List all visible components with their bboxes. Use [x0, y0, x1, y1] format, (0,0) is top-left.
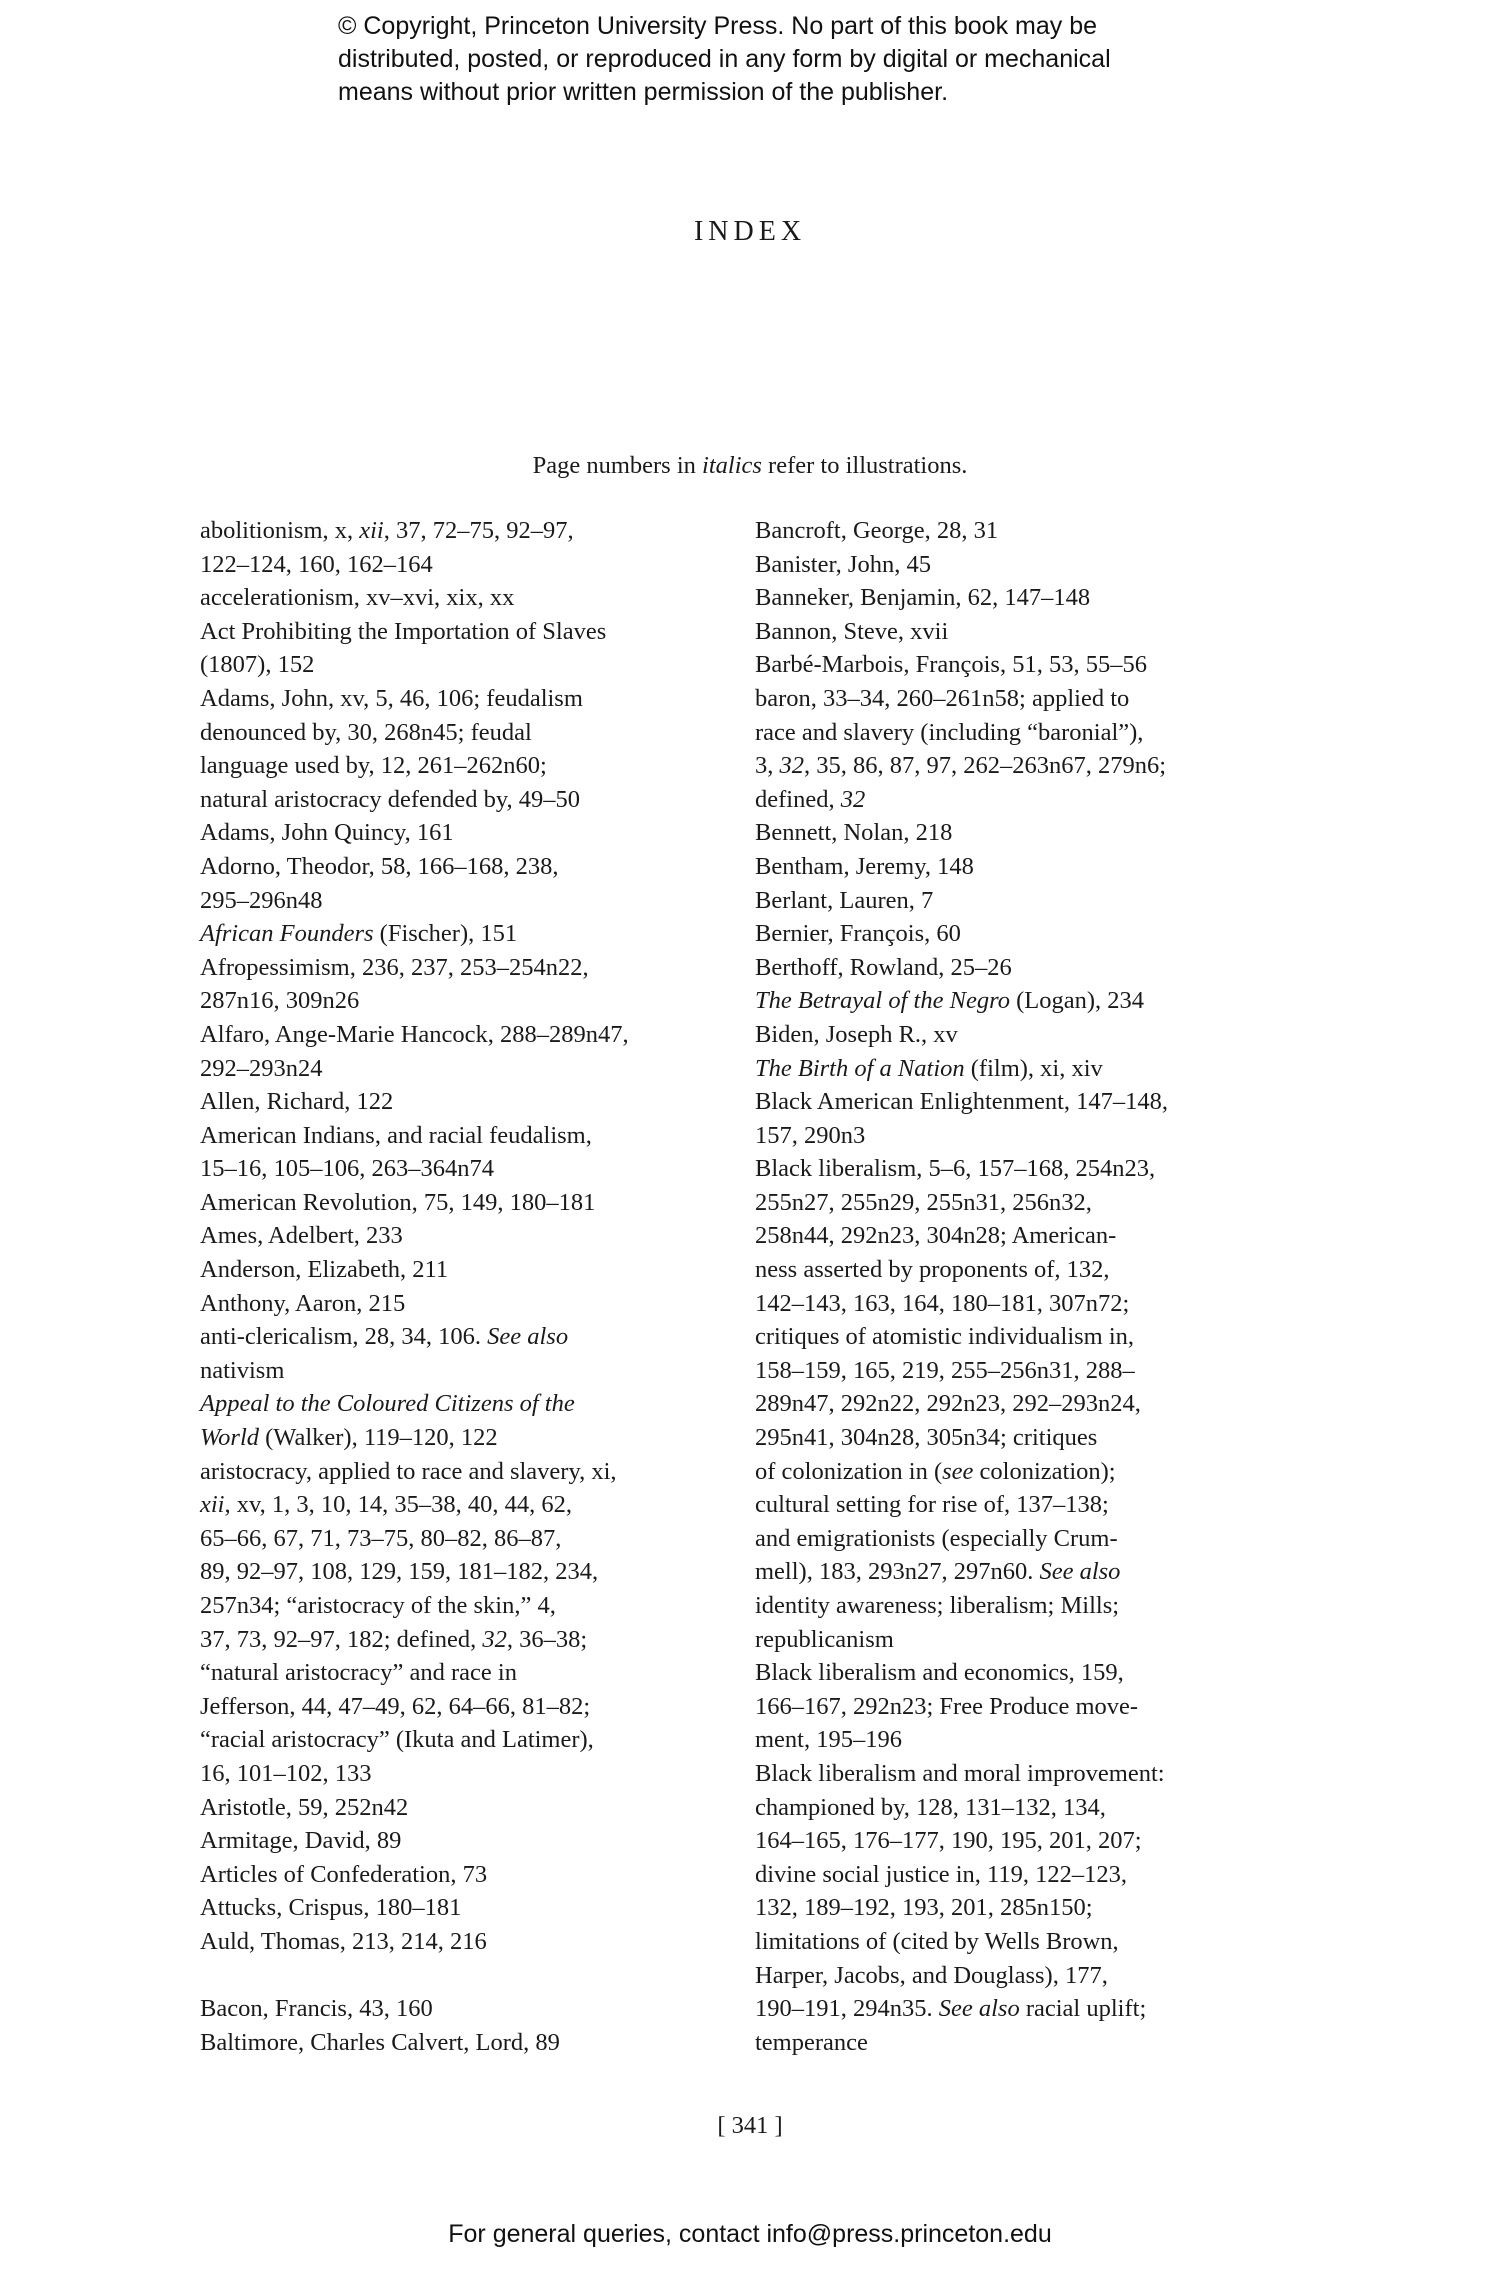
index-entry-line: (1807), 152	[200, 651, 315, 679]
copyright-line: means without prior written permission of the publisher.	[338, 78, 949, 106]
index-entry-line: nativism	[200, 1356, 285, 1384]
index-entry-line: defined, 32	[755, 785, 866, 813]
index-entry-line: 289n47, 292n22, 292n23, 292–293n24,	[755, 1390, 1141, 1418]
index-entry-line: Jefferson, 44, 47–49, 62, 64–66, 81–82;	[200, 1692, 591, 1720]
index-entry-line: ment, 195–196	[755, 1726, 902, 1754]
index-entry	[755, 682, 1300, 816]
index-entry-line: denounced by, 30, 268n45; feudal	[200, 718, 532, 746]
index-entry	[200, 1455, 745, 1791]
index-entry-line: African Founders (Fischer), 151	[200, 920, 518, 948]
index-entry	[200, 581, 745, 615]
index-entry-line: Baltimore, Charles Calvert, Lord, 89	[200, 2028, 560, 2056]
index-entry	[755, 917, 1300, 951]
index-entry-line: Aristotle, 59, 252n42	[200, 1793, 409, 1821]
index-entry-line: 15–16, 105–106, 263–364n74	[200, 1155, 494, 1183]
index-entry-line: 255n27, 255n29, 255n31, 256n32,	[755, 1188, 1092, 1216]
index-entry	[200, 1219, 745, 1253]
index-entry-line: Ames, Adelbert, 233	[200, 1222, 403, 1250]
index-entry-line: Adams, John Quincy, 161	[200, 819, 454, 847]
index-entry	[200, 850, 745, 917]
index-entry-line: Barbé-Marbois, François, 51, 53, 55–56	[755, 651, 1147, 679]
index-entry-line: 166–167, 292n23; Free Produce move-	[755, 1692, 1139, 1720]
index-entry-line: divine social justice in, 119, 122–123,	[755, 1860, 1127, 1888]
index-entry-line: Adams, John, xv, 5, 46, 106; feudalism	[200, 684, 583, 712]
index-entry-line: 257n34; “aristocracy of the skin,” 4,	[200, 1592, 556, 1619]
index-entry	[755, 1018, 1300, 1052]
copyright-notice	[338, 10, 1238, 109]
index-entry-line: 3, 32, 35, 86, 87, 97, 262–263n67, 279n6;	[755, 752, 1167, 780]
index-entry-line: Bancroft, George, 28, 31	[755, 517, 999, 544]
index-entry-line: 132, 189–192, 193, 201, 285n150;	[755, 1894, 1093, 1922]
index-entry-line: Appeal to the Coloured Citizens of the	[200, 1390, 575, 1418]
index-entry	[200, 816, 745, 850]
footer-contact: For general queries, contact info@press.princeton.edu	[448, 2220, 1052, 2248]
index-entry	[200, 1791, 745, 1825]
index-entry	[755, 984, 1300, 1018]
index-entry-line: Black American Enlightenment, 147–148,	[755, 1088, 1169, 1116]
index-entry-line: Berthoff, Rowland, 25–26	[755, 953, 1012, 981]
index-entry-line: Bennett, Nolan, 218	[755, 819, 953, 847]
index-entry	[200, 1992, 745, 2026]
index-entry-line: The Birth of a Nation (film), xi, xiv	[755, 1054, 1103, 1082]
index-entry-line: World (Walker), 119–120, 122	[200, 1424, 498, 1452]
index-entry-line: championed by, 128, 131–132, 134,	[755, 1793, 1106, 1821]
index-entry-line: 190–191, 294n35. See also racial uplift;	[755, 1995, 1147, 2023]
index-entry-line: Adorno, Theodor, 58, 166–168, 238,	[200, 852, 559, 880]
index-entry-line: Harper, Jacobs, and Douglass), 177,	[755, 1961, 1108, 1989]
index-entry-line: Bannon, Steve, xvii	[755, 617, 949, 645]
index-entry	[200, 1119, 745, 1186]
index-entry	[755, 1052, 1300, 1086]
index-entry-line: mell), 183, 293n27, 297n60. See also	[755, 1558, 1121, 1586]
index-entry-line: American Indians, and racial feudalism,	[200, 1121, 592, 1149]
index-entry	[755, 1152, 1300, 1656]
index-entry-line: Armitage, David, 89	[200, 1827, 402, 1855]
index-letter-gap	[200, 1959, 745, 1993]
index-entry	[755, 1757, 1300, 2059]
index-entry	[200, 917, 745, 951]
index-entry-line: Banister, John, 45	[755, 550, 931, 578]
index-entry	[755, 850, 1300, 884]
index-entry-line: accelerationism, xv–xvi, xix, xx	[200, 584, 515, 612]
index-entry-line: Auld, Thomas, 213, 214, 216	[200, 1927, 487, 1955]
index-entry-line: language used by, 12, 261–262n60;	[200, 752, 547, 780]
index-entry-line: identity awareness; liberalism; Mills;	[755, 1592, 1120, 1619]
index-entry-line: 295n41, 304n28, 305n34; critiques	[755, 1424, 1098, 1452]
index-entry	[200, 615, 745, 682]
index-entry	[755, 951, 1300, 985]
index-entry	[200, 514, 745, 581]
index-note-text: Page numbers in	[532, 452, 703, 479]
index-entry-line: 142–143, 163, 164, 180–181, 307n72;	[755, 1289, 1130, 1317]
index-entry	[200, 951, 745, 1018]
index-entry-line: and emigrationists (especially Crum-	[755, 1524, 1118, 1552]
index-entry-line: 37, 73, 92–97, 182; defined, 32, 36–38;	[200, 1625, 588, 1653]
index-entry-line: Berlant, Lauren, 7	[755, 886, 934, 914]
index-entry	[755, 548, 1300, 582]
index-entry-line: critiques of atomistic individualism in,	[755, 1323, 1135, 1351]
index-entry	[200, 2026, 745, 2060]
index-entry	[200, 1253, 745, 1287]
index-entry-line: Biden, Joseph R., xv	[755, 1020, 958, 1048]
index-entry	[755, 615, 1300, 649]
index-entry-line: limitations of (cited by Wells Brown,	[755, 1927, 1119, 1955]
index-entry-line: of colonization in (see colonization);	[755, 1457, 1116, 1485]
index-entry	[755, 581, 1300, 615]
index-entry-line: natural aristocracy defended by, 49–50	[200, 785, 581, 813]
page-title: INDEX	[693, 216, 807, 247]
index-note	[0, 452, 1500, 480]
index-entry	[200, 1287, 745, 1321]
index-entry-line: Banneker, Benjamin, 62, 147–148	[755, 584, 1091, 612]
index-entry	[755, 1656, 1300, 1757]
index-entry-line: The Betrayal of the Negro (Logan), 234	[755, 987, 1144, 1015]
index-entry	[200, 1858, 745, 1892]
copyright-line: © Copyright, Princeton University Press. No part of this book may be	[338, 12, 1098, 40]
index-entry	[200, 1320, 745, 1387]
index-entry-line: 292–293n24	[200, 1054, 323, 1082]
index-entry-line: anti-clericalism, 28, 34, 106. See also	[200, 1323, 569, 1351]
index-entry-line: abolitionism, x, xii, 37, 72–75, 92–97,	[200, 517, 574, 544]
index-entry-line: xii, xv, 1, 3, 10, 14, 35–38, 40, 44, 62,	[200, 1491, 573, 1519]
index-entry-line: Allen, Richard, 122	[200, 1088, 394, 1116]
index-entry	[755, 884, 1300, 918]
index-entry-line: Articles of Confederation, 73	[200, 1860, 488, 1888]
index-entry-line: republicanism	[755, 1625, 894, 1653]
index-entry	[200, 1925, 745, 1959]
index-entry-line: “racial aristocracy” (Ikuta and Latimer),	[200, 1726, 594, 1754]
index-entry	[200, 1085, 745, 1119]
index-entry-line: baron, 33–34, 260–261n58; applied to	[755, 684, 1130, 712]
index-column-right	[755, 514, 1300, 2059]
index-entry-line: Black liberalism and economics, 159,	[755, 1659, 1124, 1687]
index-entry-line: Bacon, Francis, 43, 160	[200, 1995, 433, 2023]
index-entry	[755, 648, 1300, 682]
index-entry	[200, 1891, 745, 1925]
index-entry	[200, 1018, 745, 1085]
index-entry-line: Afropessimism, 236, 237, 253–254n22,	[200, 953, 589, 981]
index-note-text-end: refer to illustrations.	[761, 452, 968, 479]
index-entry	[200, 682, 745, 816]
index-entry	[755, 1085, 1300, 1152]
index-entry-line: race and slavery (including “baronial”),	[755, 718, 1144, 746]
index-entry-line: 287n16, 309n26	[200, 987, 360, 1015]
index-entry-line: Black liberalism and moral improvement:	[755, 1759, 1165, 1787]
index-note-italic: italics	[702, 452, 762, 479]
index-entry-line: Attucks, Crispus, 180–181	[200, 1894, 462, 1922]
index-entry-line: 157, 290n3	[755, 1121, 866, 1149]
index-entry-line: aristocracy, applied to race and slavery, xi,	[200, 1457, 617, 1485]
index-entry-line: 164–165, 176–177, 190, 195, 201, 207;	[755, 1827, 1142, 1855]
index-entry-line: ness asserted by proponents of, 132,	[755, 1256, 1110, 1284]
index-entry-line: “natural aristocracy” and race in	[200, 1659, 517, 1687]
index-column-left	[200, 514, 745, 2059]
page-number: [ 341 ]	[717, 2112, 783, 2139]
index-entry	[200, 1387, 745, 1454]
index-entry-line: 122–124, 160, 162–164	[200, 550, 433, 578]
index-entry-line: American Revolution, 75, 149, 180–181	[200, 1188, 596, 1216]
index-entry-line: Bernier, François, 60	[755, 920, 961, 948]
index-entry-line: 295–296n48	[200, 886, 323, 914]
index-entry-line: 89, 92–97, 108, 129, 159, 181–182, 234,	[200, 1558, 599, 1586]
index-entry-line: Black liberalism, 5–6, 157–168, 254n23,	[755, 1155, 1156, 1183]
index-entry-line: cultural setting for rise of, 137–138;	[755, 1491, 1109, 1519]
index-entry-line: Alfaro, Ange-Marie Hancock, 288–289n47,	[200, 1020, 629, 1048]
index-entry-line: temperance	[755, 2028, 868, 2056]
index-entry-line: Bentham, Jeremy, 148	[755, 852, 974, 880]
index-entry-line: 158–159, 165, 219, 255–256n31, 288–	[755, 1356, 1135, 1384]
index-entry-line: 16, 101–102, 133	[200, 1759, 372, 1787]
copyright-line: distributed, posted, or reproduced in any form by digital or mechanical	[338, 45, 1111, 73]
index-entry-line: Act Prohibiting the Importation of Slaves	[200, 617, 607, 645]
index-entry-line: Anderson, Elizabeth, 211	[200, 1256, 449, 1284]
index-entry	[755, 816, 1300, 850]
index-entry-line: Anthony, Aaron, 215	[200, 1289, 406, 1317]
index-entry	[755, 514, 1300, 548]
index-entry	[200, 1186, 745, 1220]
index-entry	[200, 1824, 745, 1858]
index-entry-line: 65–66, 67, 71, 73–75, 80–82, 86–87,	[200, 1524, 562, 1552]
index-entry-line: 258n44, 292n23, 304n28; American-	[755, 1222, 1117, 1250]
